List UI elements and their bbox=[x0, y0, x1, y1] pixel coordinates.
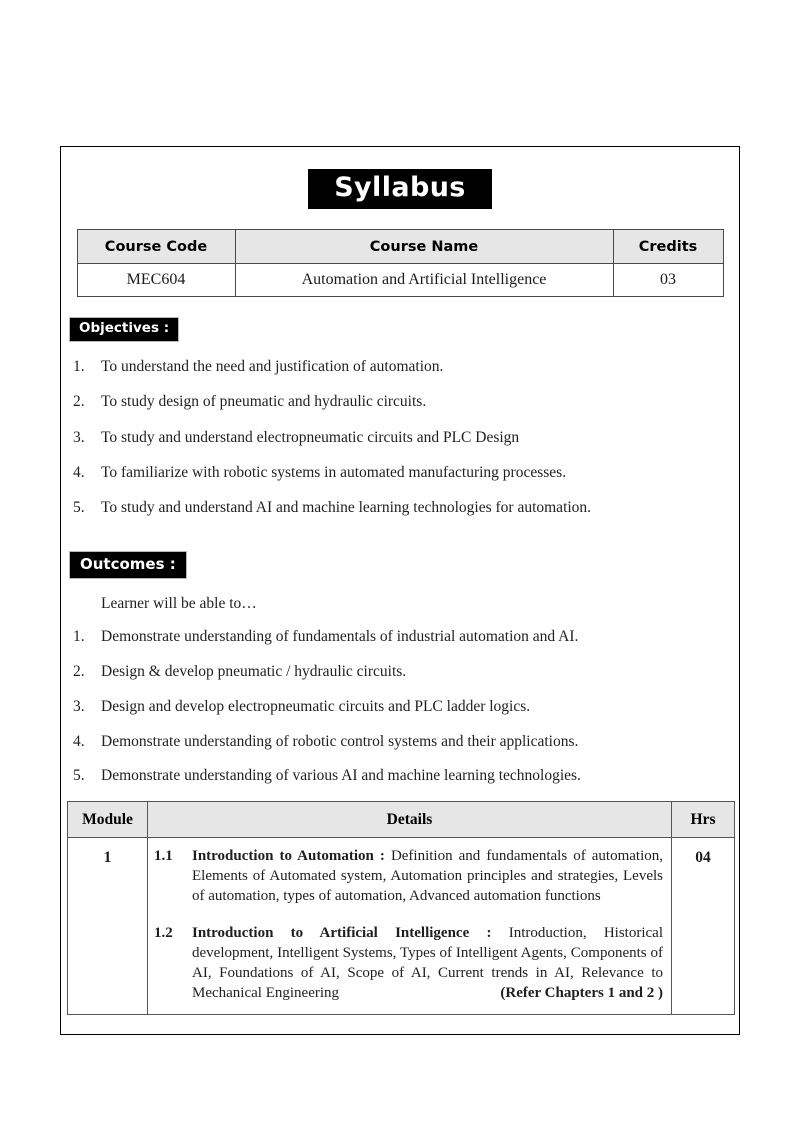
list-item bbox=[61, 627, 739, 646]
objective-text: To study and understand AI and machine learning technologies for automation. bbox=[101, 499, 592, 517]
chapter-reference-note: (Refer Chapters 1 and 2 ) bbox=[500, 984, 663, 1001]
objective-text: To study design of pneumatic and hydraulic circuits. bbox=[101, 393, 427, 411]
course-table-header-row bbox=[77, 230, 723, 264]
outcome-text: Design and develop electropneumatic circuits and PLC ladder logics. bbox=[101, 697, 531, 715]
outcomes-intro-text: Learner will be able to… bbox=[101, 594, 257, 612]
objectives-list bbox=[61, 357, 739, 518]
objective-text: To familiarize with robotic systems in automated manufacturing processes. bbox=[101, 463, 567, 481]
outcome-number: 3. bbox=[73, 697, 85, 715]
list-item bbox=[61, 428, 739, 447]
topic-entry bbox=[154, 847, 663, 907]
objective-number: 3. bbox=[73, 428, 85, 446]
topic-title: Introduction to Automation : bbox=[192, 848, 385, 865]
list-item bbox=[61, 392, 739, 411]
objective-number: 4. bbox=[73, 463, 85, 481]
list-item bbox=[61, 357, 739, 376]
outcome-text: Demonstrate understanding of fundamentals of industrial automation and AI. bbox=[101, 627, 579, 645]
list-item bbox=[61, 498, 739, 517]
topic-title: Introduction to Artificial Intelligence : bbox=[192, 925, 492, 942]
objective-number: 5. bbox=[73, 499, 85, 517]
outcome-number: 2. bbox=[73, 662, 85, 680]
module-details-cell bbox=[148, 838, 672, 1015]
topic-entry bbox=[154, 924, 663, 1004]
outcomes-label: Outcomes : bbox=[69, 551, 187, 579]
objective-number: 2. bbox=[73, 393, 85, 411]
module-table-header-row bbox=[68, 802, 735, 838]
list-item bbox=[61, 662, 739, 681]
topic-body bbox=[192, 847, 663, 907]
list-item bbox=[61, 766, 739, 785]
list-item bbox=[61, 732, 739, 751]
module-hours: 04 bbox=[672, 838, 735, 1015]
module-number: 1 bbox=[68, 838, 148, 1015]
hrs-header: Hrs bbox=[672, 802, 735, 838]
outcome-text: Demonstrate understanding of robotic control systems and their applications. bbox=[101, 732, 579, 750]
details-header: Details bbox=[148, 802, 672, 838]
credits-value: 03 bbox=[613, 264, 723, 297]
outcome-text: Design & develop pneumatic / hydraulic circuits. bbox=[101, 662, 407, 680]
list-item bbox=[61, 697, 739, 716]
topic-description: Definition and fundamentals of automation, Elements of Automated system, Automation principles and strategies, Levels of automation, types of automation, Advanced automation functions bbox=[192, 848, 663, 905]
course-name-value: Automation and Artificial Intelligence bbox=[235, 264, 613, 297]
syllabus-title-container bbox=[61, 169, 739, 209]
objective-text: To understand the need and justification of automation. bbox=[101, 357, 444, 375]
course-name-header: Course Name bbox=[235, 230, 613, 264]
course-code-value: MEC604 bbox=[77, 264, 235, 297]
topic-description: Introduction, Historical development, Intelligent Systems, Types of Intelligent Agents, Components of AI, Foundations of AI, Scope of AI, Current trends in AI, Relevance to Mechanical Engineering bbox=[192, 925, 663, 1001]
topic-number: 1.1 bbox=[154, 848, 173, 865]
course-code-header: Course Code bbox=[77, 230, 235, 264]
page-border-frame bbox=[60, 146, 740, 1035]
outcome-number: 5. bbox=[73, 767, 85, 785]
page-content bbox=[61, 169, 739, 1056]
module-details-table bbox=[67, 801, 735, 1015]
outcome-number: 4. bbox=[73, 732, 85, 750]
objective-text: To study and understand electropneumatic circuits and PLC Design bbox=[101, 428, 520, 446]
course-table-row bbox=[77, 264, 723, 297]
outcome-text: Demonstrate understanding of various AI and machine learning technologies. bbox=[101, 767, 581, 785]
objectives-label: Objectives : bbox=[69, 317, 179, 342]
topic-body bbox=[192, 924, 663, 1004]
outcomes-list bbox=[61, 627, 739, 786]
credits-header: Credits bbox=[613, 230, 723, 264]
table-row bbox=[68, 838, 735, 1015]
list-item bbox=[61, 463, 739, 482]
module-header: Module bbox=[68, 802, 148, 838]
outcomes-section bbox=[61, 534, 739, 786]
course-info-table bbox=[77, 229, 724, 297]
syllabus-title: Syllabus bbox=[308, 169, 492, 209]
topic-number: 1.2 bbox=[154, 925, 173, 942]
objective-number: 1. bbox=[73, 357, 85, 375]
objectives-section bbox=[61, 297, 739, 517]
outcome-number: 1. bbox=[73, 627, 85, 645]
